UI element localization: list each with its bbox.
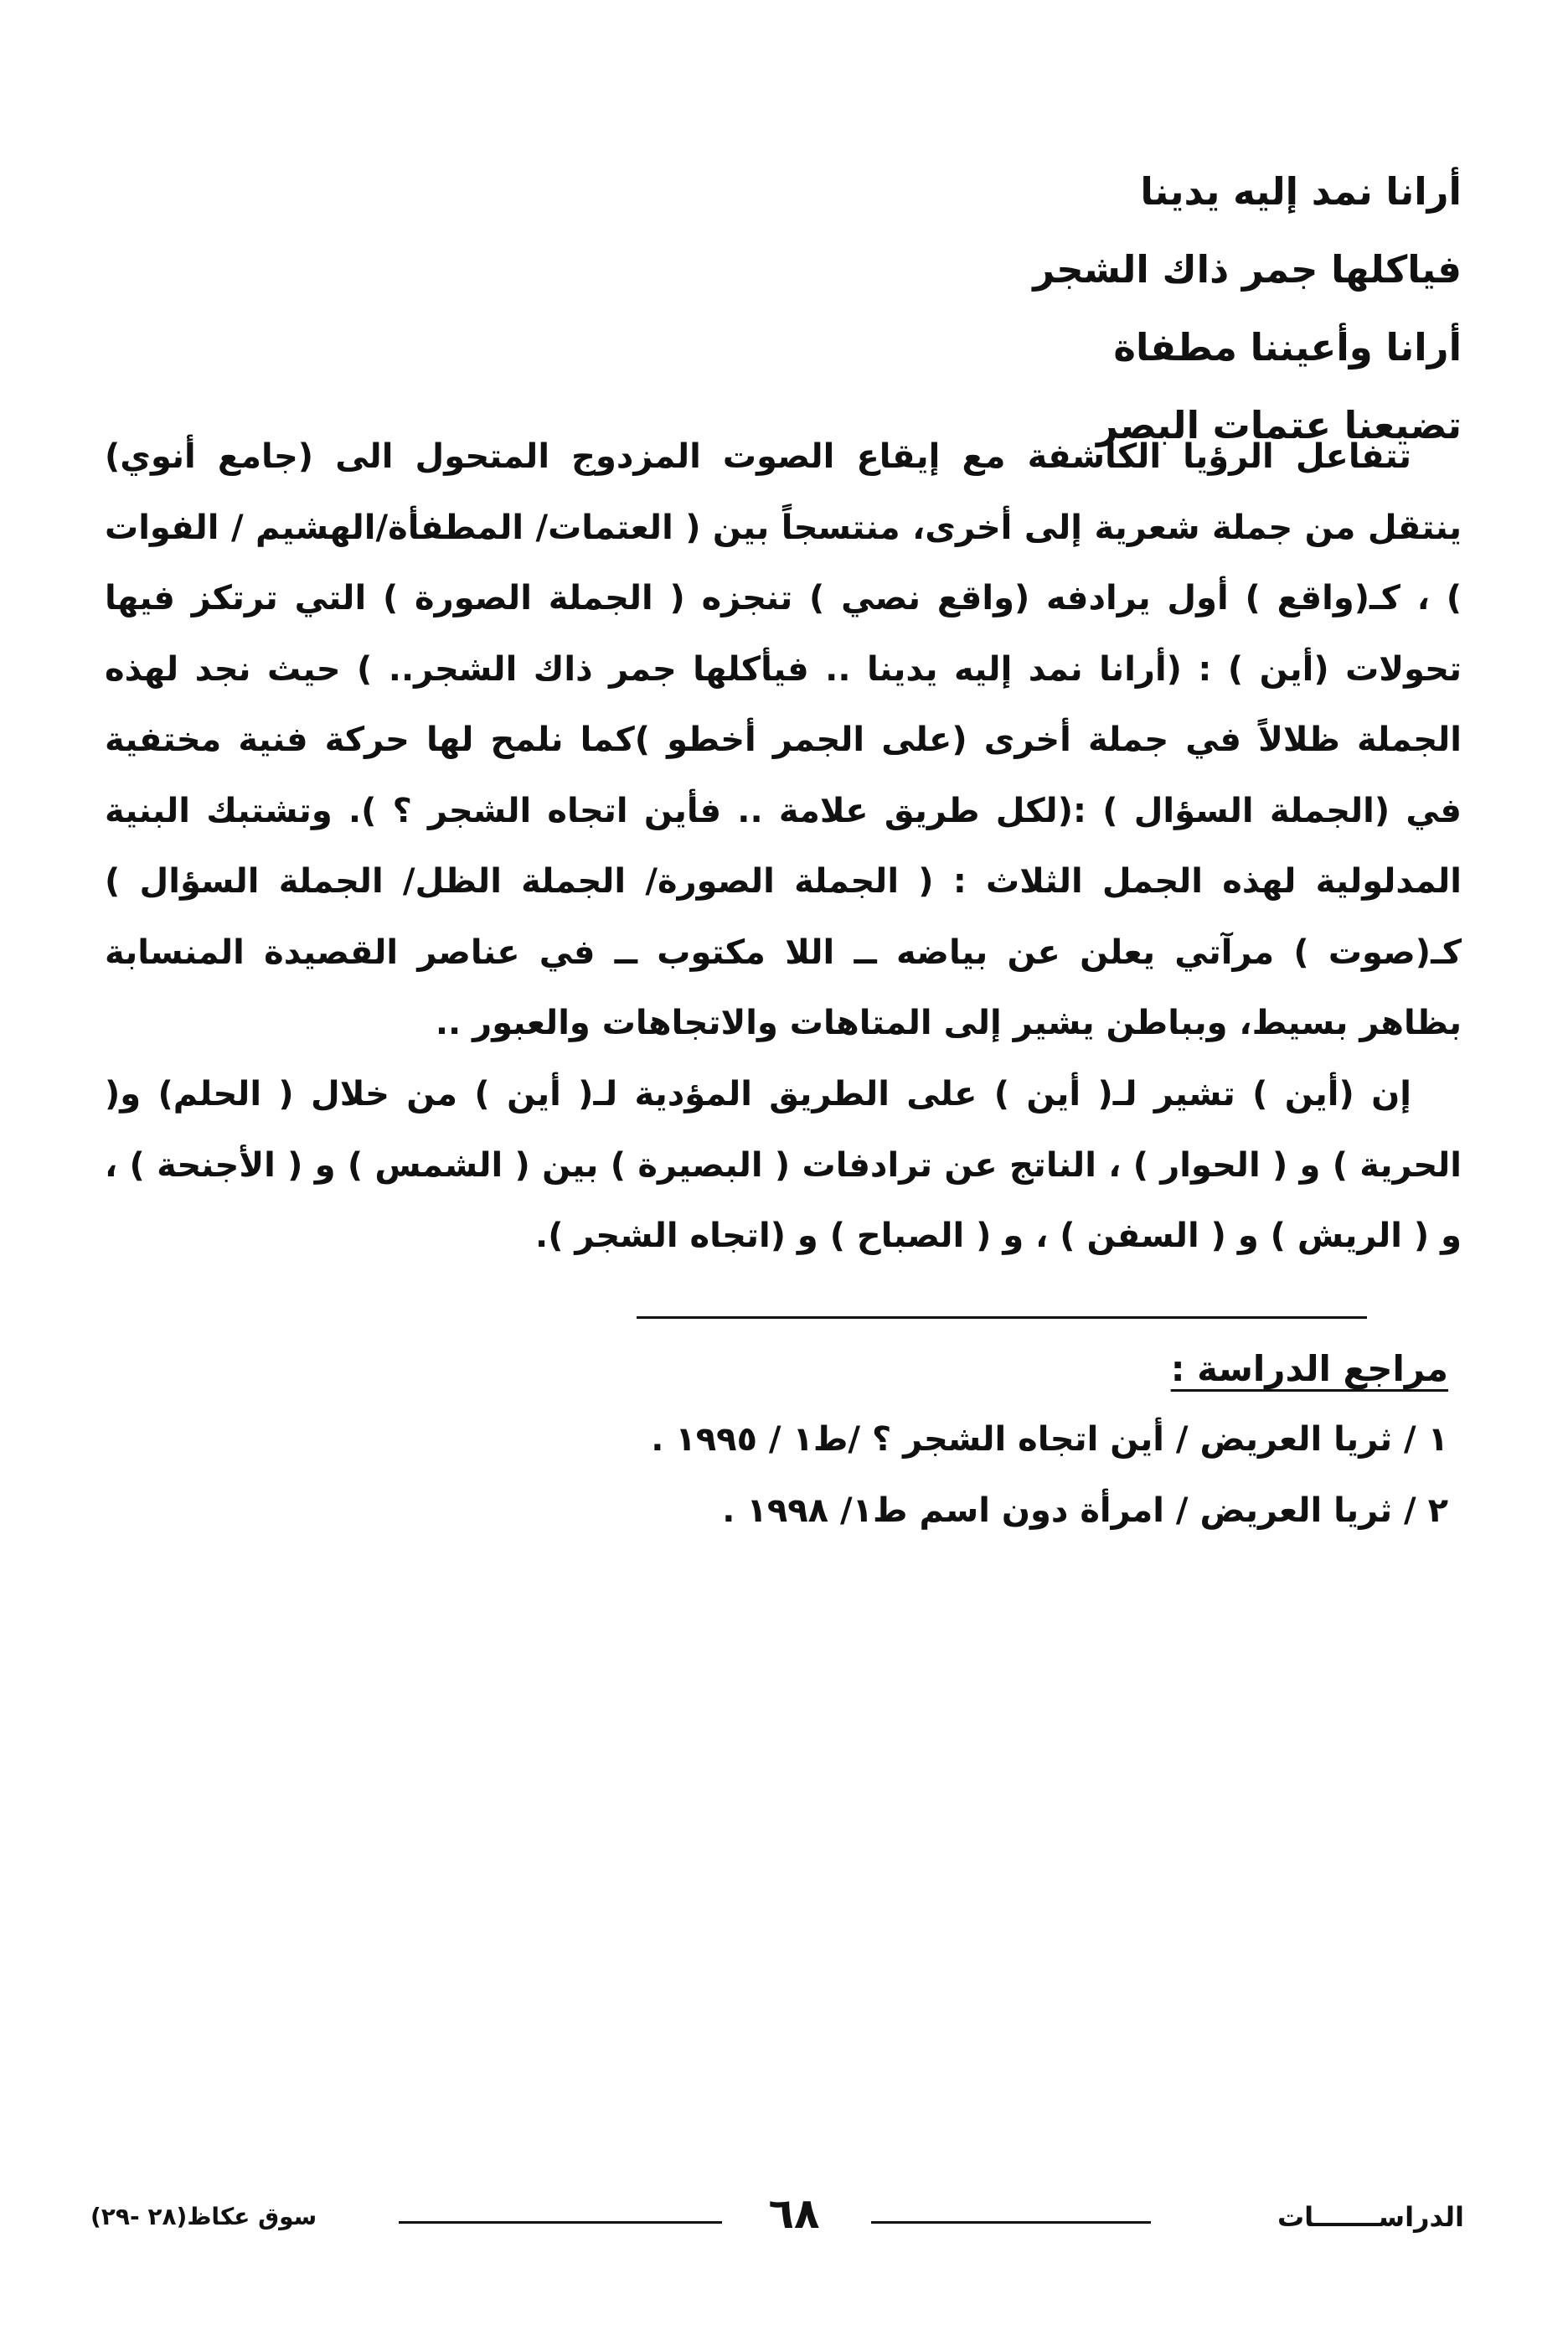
footer-journal-label: سوق عكاظ(٢٨ -٢٩) <box>90 2203 317 2230</box>
footer-rule <box>399 2221 722 2224</box>
poem-stanza <box>708 152 1462 464</box>
reference-item: ١ / ثريا العريض / أين اتجاه الشجر ؟ /ط١ / ١٩٩٥ . <box>651 1420 1448 1459</box>
poem-line: تضيعنا عتمات البصر <box>1096 403 1462 447</box>
footer-rule <box>871 2221 1151 2224</box>
references-heading: مراجع الدراسة : <box>1170 1348 1448 1389</box>
references-divider <box>637 1316 1367 1319</box>
page-number: ٦٨ <box>768 2189 820 2238</box>
poem-line: أرانا وأعيننا مطفاة <box>1113 325 1462 369</box>
body-paragraph-1: تتفاعل الرؤيا الكاشفة مع إيقاع الصوت المزدوج المتحول الى (جامع أنوي) ينتقل من جملة شعرية إلى أخرى، منتسجاً بين ( العتمات/ المطفأة/الهشيم / الفوات ) ، كـ(واقع ) أول يرادفه (واقع نصي ) تنجزه ( الجملة الصورة ) التي ترتكز فيها تحولات (أين ) : (أرانا نمد إليه يدينا .. فيأكلها جمر ذاك الشجر.. ) حيث نجد لهذه الجملة ظلالاً في جملة أخرى (على الجمر أخطو )كما نلمح لها حركة فنية مختفية في (الجملة السؤال ) :(لكل طريق علامة .. فأين اتجاه الشجر ؟ ). وتشتبك البنية المدلولية لهذه الجمل الثلاث : ( الجملة الصورة/ الجملة الظل/ الجملة السؤال ) كـ(صوت ) مرآتي يعلن عن بياضه ــ اللا مكتوب ــ في عناصر القصيدة المنسابة بظاهر بسيط، وبباطن يشير إلى المتاهات والاتجاهات والعبور .. <box>105 437 1462 1042</box>
footer-section-label: الدراســـــــات <box>1277 2201 1464 2233</box>
poem-line: أرانا نمد إليه يدينا <box>1140 169 1462 214</box>
references-list <box>443 1404 1448 1547</box>
body-paragraph-2: إن (أين ) تشير لـ( أين ) على الطريق المؤدية لـ( أين ) من خلال ( الحلم) و( الحرية ) و ( الحوار ) ، الناتج عن ترادفات ( البصيرة ) بين ( الشمس ) و ( الأجنحة ) ، و ( الريش ) و ( السفن ) ، و ( الصباح ) و (اتجاه الشجر ). <box>105 1075 1462 1255</box>
page-footer <box>90 2189 1464 2244</box>
poem-line: فياكلها جمر ذاك الشجر <box>1033 247 1462 292</box>
reference-item: ٢ / ثريا العريض / امرأة دون اسم ط١/ ١٩٩٨ . <box>722 1491 1448 1530</box>
